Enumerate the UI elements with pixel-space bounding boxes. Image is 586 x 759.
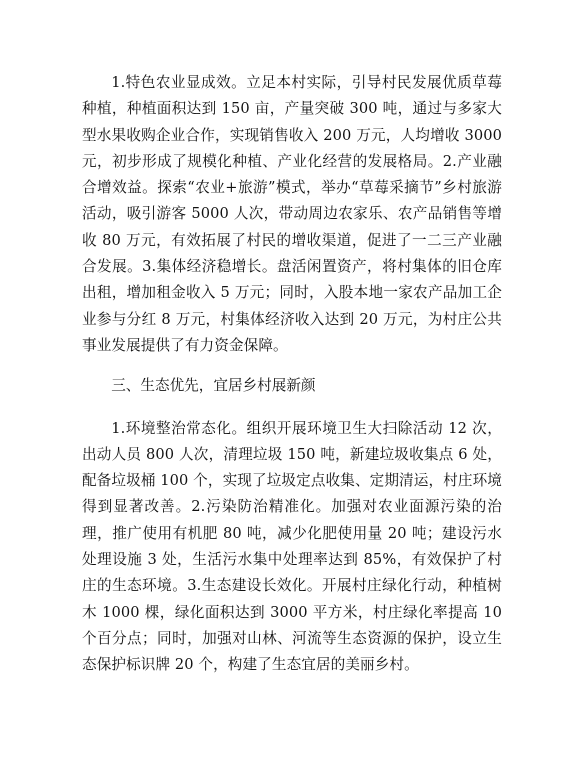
- paragraph-industry: 1.特色农业显成效。立足本村实际，引导村民发展优质草莓种植，种植面积达到 150 亩，产量突破 300 吨，通过与多家大型水果收购企业合作，实现销售收入 200 万元，人均增收 3000 元，初步形成了规模化种植、产业化经营的发展格局。2.产业融合增效益。探索“农业+旅游”模式，举办“草莓采摘节”乡村旅游活动，吸引游客 5000 人次，带动周边农家乐、农产品销售等增收 80 万元，有效拓展了村民的增收渠道，促进了一二三产业融合发展。3.集体经济稳增长。盘活闲置资产，将村集体的旧仓库出租，增加租金收入 5 万元；同时，入股本地一家农产品加工企业参与分红 8 万元，村集体经济收入达到 20 万元，为村庄公共事业发展提供了有力资金保障。: [82, 74, 502, 354]
- section-heading: 三、生态优先，宜居乡村展新颜: [111, 377, 316, 395]
- document-page: [82, 70, 502, 679]
- paragraph-ecology: 1.环境整治常态化。组织开展环境卫生大扫除活动 12 次，出动人员 800 人次，清理垃圾 150 吨，新建垃圾收集点 6 处，配备垃圾桶 100 个，实现了垃圾定点收集、定期清运，村庄环境得到显著改善。2.污染防治精准化。加强对农业面源污染的治理，推广使用有机肥 80 吨，减少化肥使用量 20 吨；建设污水处理设施 3 处，生活污水集中处理率达到 85%，有效保护了村庄的生态环境。3.生态建设长效化。开展村庄绿化行动，种植树木 1000 棵，绿化面积达到 3000 平方米，村庄绿化率提高 10 个百分点；同时，加强对山林、河流等生态资源的保护，设立生态保护标识牌 20 个，构建了生态宜居的美丽乡村。: [82, 419, 502, 674]
